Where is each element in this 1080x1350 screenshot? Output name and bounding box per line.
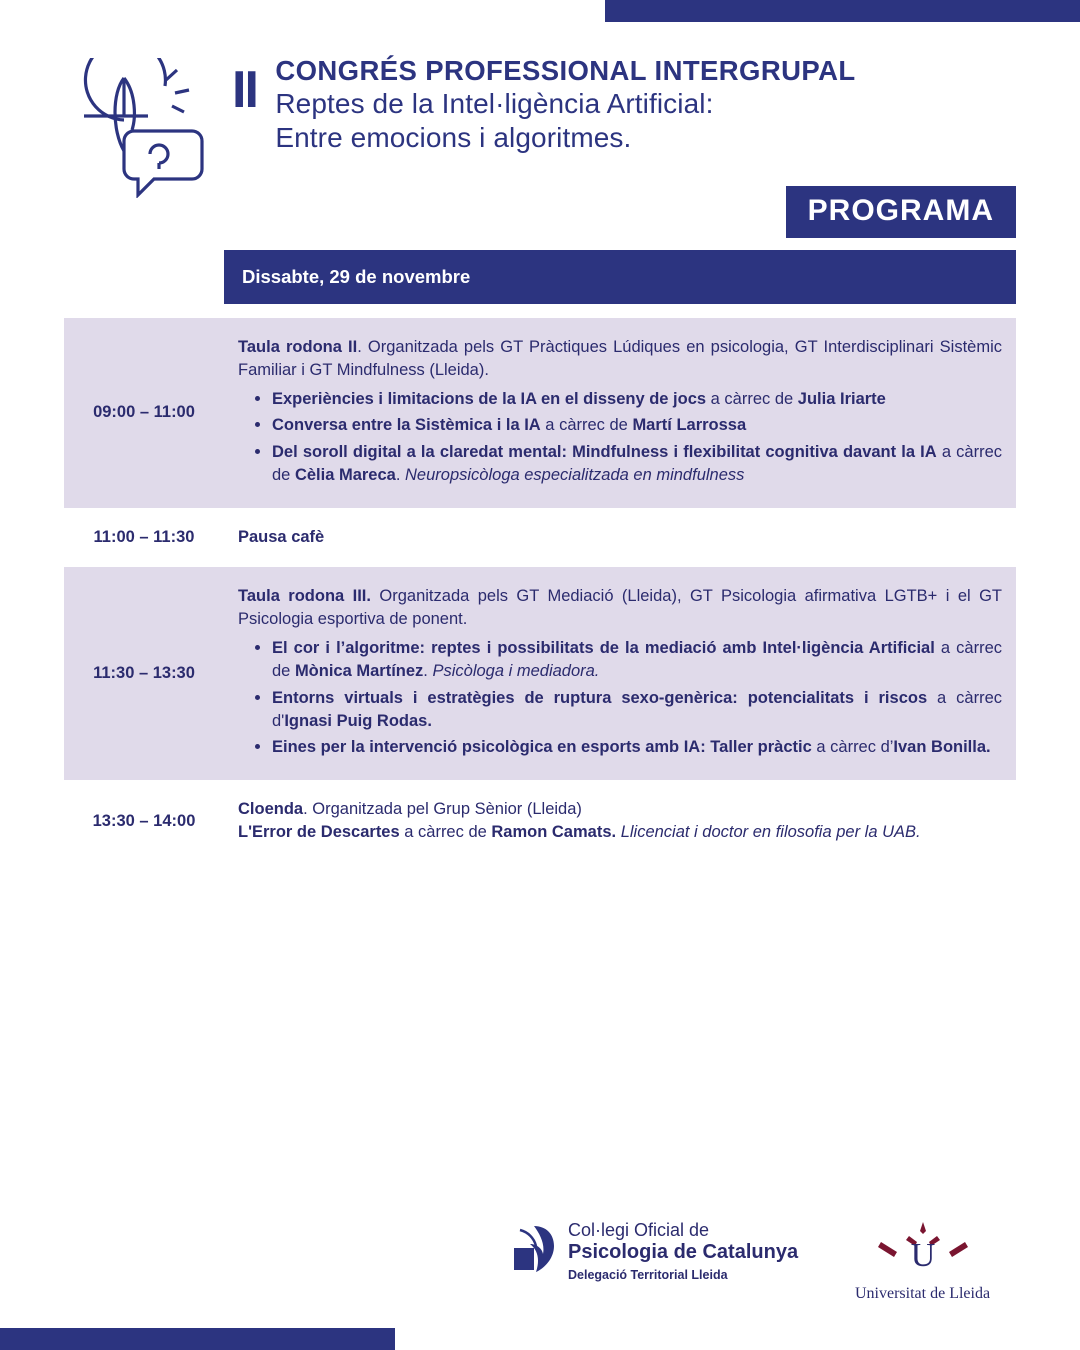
session-item-list <box>238 636 1002 760</box>
session-time: 09:00 – 11:00 <box>64 318 224 508</box>
cop-logo <box>512 1220 798 1282</box>
cop-line-2: Psicologia de Catalunya <box>568 1240 799 1263</box>
congress-subtitle-1: Reptes de la Intel·ligència Artificial: <box>275 87 714 119</box>
session-time: 13:30 – 14:00 <box>92 811 196 830</box>
title-block <box>232 56 1032 155</box>
title-lines <box>275 56 855 155</box>
udl-name: Universitat de Lleida <box>855 1285 991 1302</box>
session-item: • Del soroll digital a la claredat mental: Mindfulness i flexibilitat cognitiva davant la IA a càrrec de Cèlia Mareca. Neuropsicòloga especialitzada en mindfulness <box>272 440 1002 488</box>
day-header: Dissabte, 29 de novembre <box>224 250 1016 304</box>
programa-badge: PROGRAMA <box>786 186 1016 238</box>
session-intro: Taula rodona II. Organitzada pels GT Pràctiques Lúdiques en psicologia, GT Interdisciplinari Sistèmic Familiar i GT Mindfulness (Lleida). <box>238 338 1003 380</box>
session-time: 11:30 – 13:30 <box>64 567 224 780</box>
cop-line-3: Delegació Territorial Lleida <box>568 1267 728 1282</box>
schedule-row <box>64 794 1016 849</box>
congress-title: CONGRÉS PROFESSIONAL INTERGRUPAL <box>275 55 856 86</box>
session-item-list <box>238 387 1002 488</box>
page-footer <box>0 1220 1080 1310</box>
edition-numeral: II <box>232 61 257 119</box>
cop-logo-icon <box>512 1222 558 1274</box>
schedule-table <box>64 250 1016 849</box>
cop-line-1: Col·legi Oficial de <box>568 1220 710 1240</box>
page-header <box>0 48 1080 228</box>
schedule-rows <box>64 318 1016 849</box>
top-accent-bar <box>605 0 1080 22</box>
session-item: • Entorns virtuals i estratègies de ruptura sexo-genèrica: potencialitats i riscos a càrrec d'Ignasi Puig Rodas. <box>272 686 1002 734</box>
session-item: • Conversa entre la Sistèmica i la IA a càrrec de Martí Larrossa <box>272 413 1002 437</box>
congress-logo-icon <box>62 58 212 198</box>
session-content <box>224 522 1016 553</box>
session-intro: Pausa cafè <box>238 527 325 546</box>
udl-logo-icon <box>863 1220 983 1276</box>
session-intro: Taula rodona III. Organitzada pels GT Mediació (Lleida), GT Psicologia afirmativa LGTB+ i el GT Psicologia esportiva de ponent. <box>238 586 1003 629</box>
session-item: • Eines per la intervenció psicològica en esports amb IA: Taller pràctic a càrrec d’Ivan Bonilla. <box>272 735 1002 759</box>
session-intro: Cloenda. Organitzada pel Grup Sènior (Lleida) L'Error de Descartes a càrrec de Ramon Camats. Llicenciat i doctor en filosofia per la UAB. <box>238 799 921 842</box>
cop-logo-text <box>568 1220 798 1282</box>
session-content <box>224 567 1016 780</box>
congress-subtitle-2: Entre emocions i algoritmes. <box>275 121 632 153</box>
udl-logo <box>855 1220 990 1303</box>
session-item: • El cor i l’algoritme: reptes i possibilitats de la mediació amb Intel·ligència Artificial a càrrec de Mònica Martínez. Psicòloga i mediadora. <box>272 636 1002 684</box>
schedule-row <box>64 522 1016 553</box>
session-item: • Experiències i limitacions de la IA en el disseny de jocs a càrrec de Julia Iriarte <box>272 387 1002 411</box>
session-content <box>224 794 1016 849</box>
session-content <box>224 318 1016 508</box>
schedule-row <box>64 318 1016 508</box>
svg-text:U: U <box>910 1237 935 1274</box>
bottom-accent-bar <box>0 1328 395 1350</box>
schedule-row <box>64 567 1016 780</box>
session-time: 11:00 – 11:30 <box>93 527 195 546</box>
